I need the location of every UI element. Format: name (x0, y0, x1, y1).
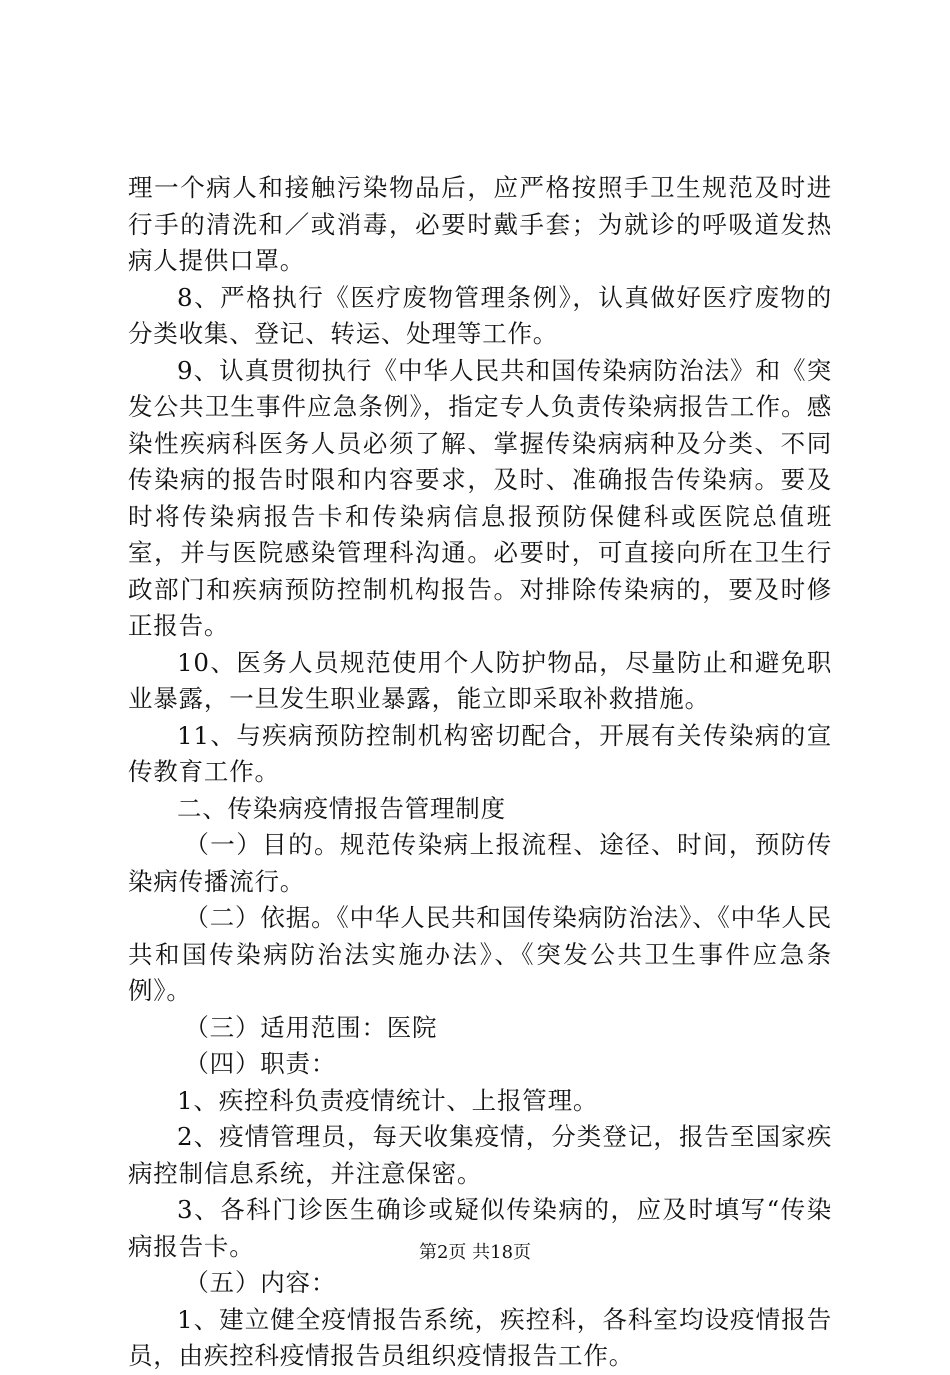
paragraph-basis: （二）依据。《中华人民共和国传染病防治法》、《中华人民共和国传染病防治法实施办法》、《突发公共卫生事件应急条例》。 (128, 903, 832, 1005)
paragraph-duties-heading: （四）职责： (184, 1049, 337, 1078)
paragraph-scope: （三）适用范围：医院 (184, 1012, 438, 1042)
document-body (128, 170, 832, 1375)
paragraph-item-8: 8、严格执行《医疗废物管理条例》，认真做好医疗废物的分类收集、登记、转运、处理等工作。 (128, 282, 832, 348)
paragraph-duty-3: 3、各科门诊医生确诊或疑似传染病的，应及时填写“传染病报告卡。 (128, 1195, 832, 1261)
paragraph-duty-1: 1、疾控科负责疫情统计、上报管理。 (177, 1085, 599, 1115)
page-number-footer: 第2页 共18页 (418, 1242, 532, 1263)
paragraph-hand-hygiene: 理一个病人和接触污染物品后，应严格按照手卫生规范及时进行手的清洗和／或消毒，必要时戴手套；为就诊的呼吸道发热病人提供口罩。 (128, 173, 832, 275)
paragraph-item-9: 9、认真贯彻执行《中华人民共和国传染病防治法》和《突发公共卫生事件应急条例》，指定专人负责传染病报告工作。感染性疾病科医务人员必须了解、掌握传染病病种及分类、不同传染病的报告时限和内容要求，及时、准确报告传染病。要及时将传染病报告卡和传染病信息报预防保健科或医院总值班室，并与医院感染管理科沟通。必要时，可直接向所在卫生行政部门和疾病预防控制机构报告。对排除传染病的，要及时修正报告。 (128, 355, 832, 640)
paragraph-purpose: （一）目的。规范传染病上报流程、途径、时间，预防传染病传播流行。 (128, 830, 832, 896)
paragraph-content-1: 1、建立健全疫情报告系统，疾控科，各科室均设疫情报告员，由疾控科疫情报告员组织疫情报告工作。 (128, 1304, 832, 1370)
paragraph-content-heading: （五）内容： (184, 1268, 337, 1297)
paragraph-duty-2: 2、疫情管理员，每天收集疫情，分类登记，报告至国家疾病控制信息系统，并注意保密。 (128, 1122, 832, 1188)
paragraph-item-10: 10、医务人员规范使用个人防护物品，尽量防止和避免职业暴露，一旦发生职业暴露，能立即采取补救措施。 (128, 647, 832, 713)
section-heading-epidemic-report: 二、传染病疫情报告管理制度 (177, 793, 506, 823)
paragraph-item-11: 11、与疾病预防控制机构密切配合，开展有关传染病的宣传教育工作。 (128, 720, 832, 786)
